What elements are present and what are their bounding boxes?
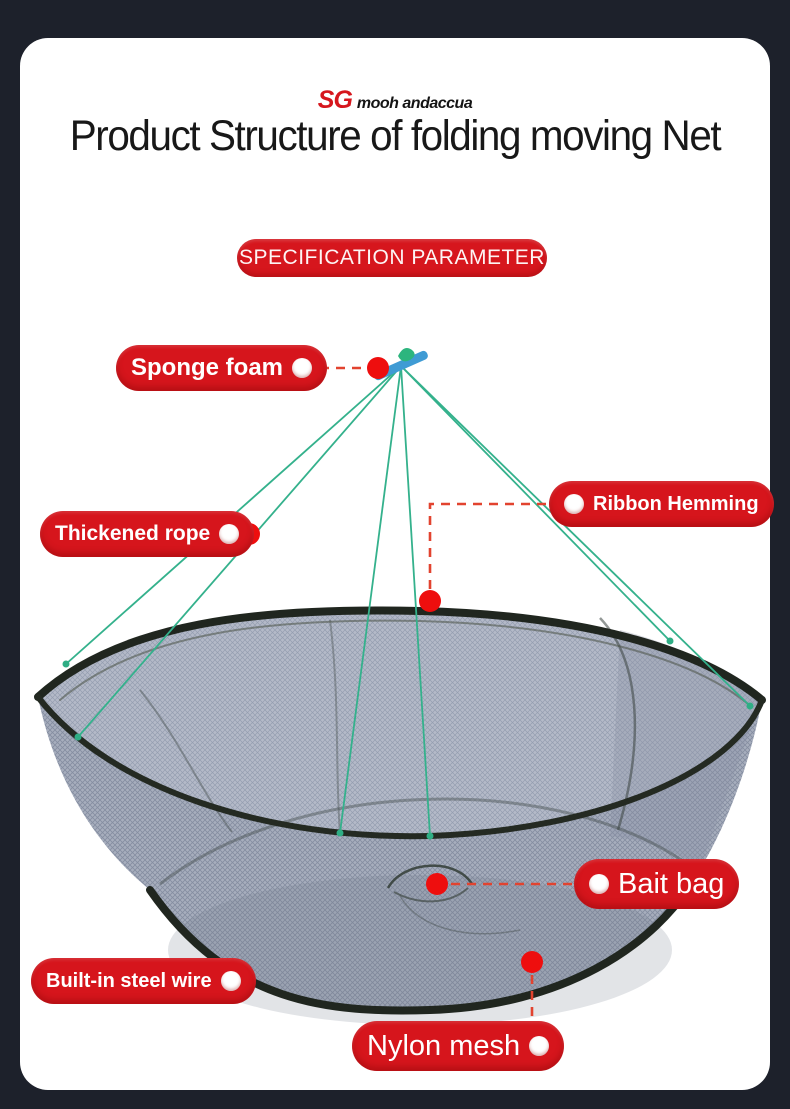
page-title: Product Structure of folding moving Net	[69, 112, 721, 160]
label-sponge-foam-text: Sponge foam	[131, 354, 284, 381]
connector-dot-icon	[221, 971, 241, 991]
label-nylon-mesh-text: Nylon mesh	[367, 1029, 521, 1062]
brand-logo-sg: SG	[317, 86, 352, 114]
label-thickened-rope	[40, 511, 254, 557]
label-bait-bag	[574, 859, 739, 909]
specification-banner: SPECIFICATION PARAMETER	[237, 239, 547, 277]
label-built-in-steel-wire	[31, 958, 256, 1004]
brand-logo	[0, 86, 790, 115]
connector-dot-icon	[589, 874, 609, 894]
connector-dot-icon	[564, 494, 584, 514]
label-bait-bag-text: Bait bag	[618, 867, 725, 900]
label-thickened-rope-text: Thickened rope	[55, 522, 211, 545]
label-sponge-foam	[116, 345, 327, 391]
label-nylon-mesh	[352, 1021, 564, 1071]
brand-logo-text: mooh andaccua	[356, 95, 473, 112]
connector-dot-icon	[529, 1036, 549, 1056]
label-built-in-steel-wire-text: Built-in steel wire	[46, 969, 212, 992]
label-ribbon-hemming-text: Ribbon Hemming	[593, 492, 759, 515]
connector-dot-icon	[292, 358, 312, 378]
label-ribbon-hemming	[549, 481, 774, 527]
connector-dot-icon	[219, 524, 239, 544]
